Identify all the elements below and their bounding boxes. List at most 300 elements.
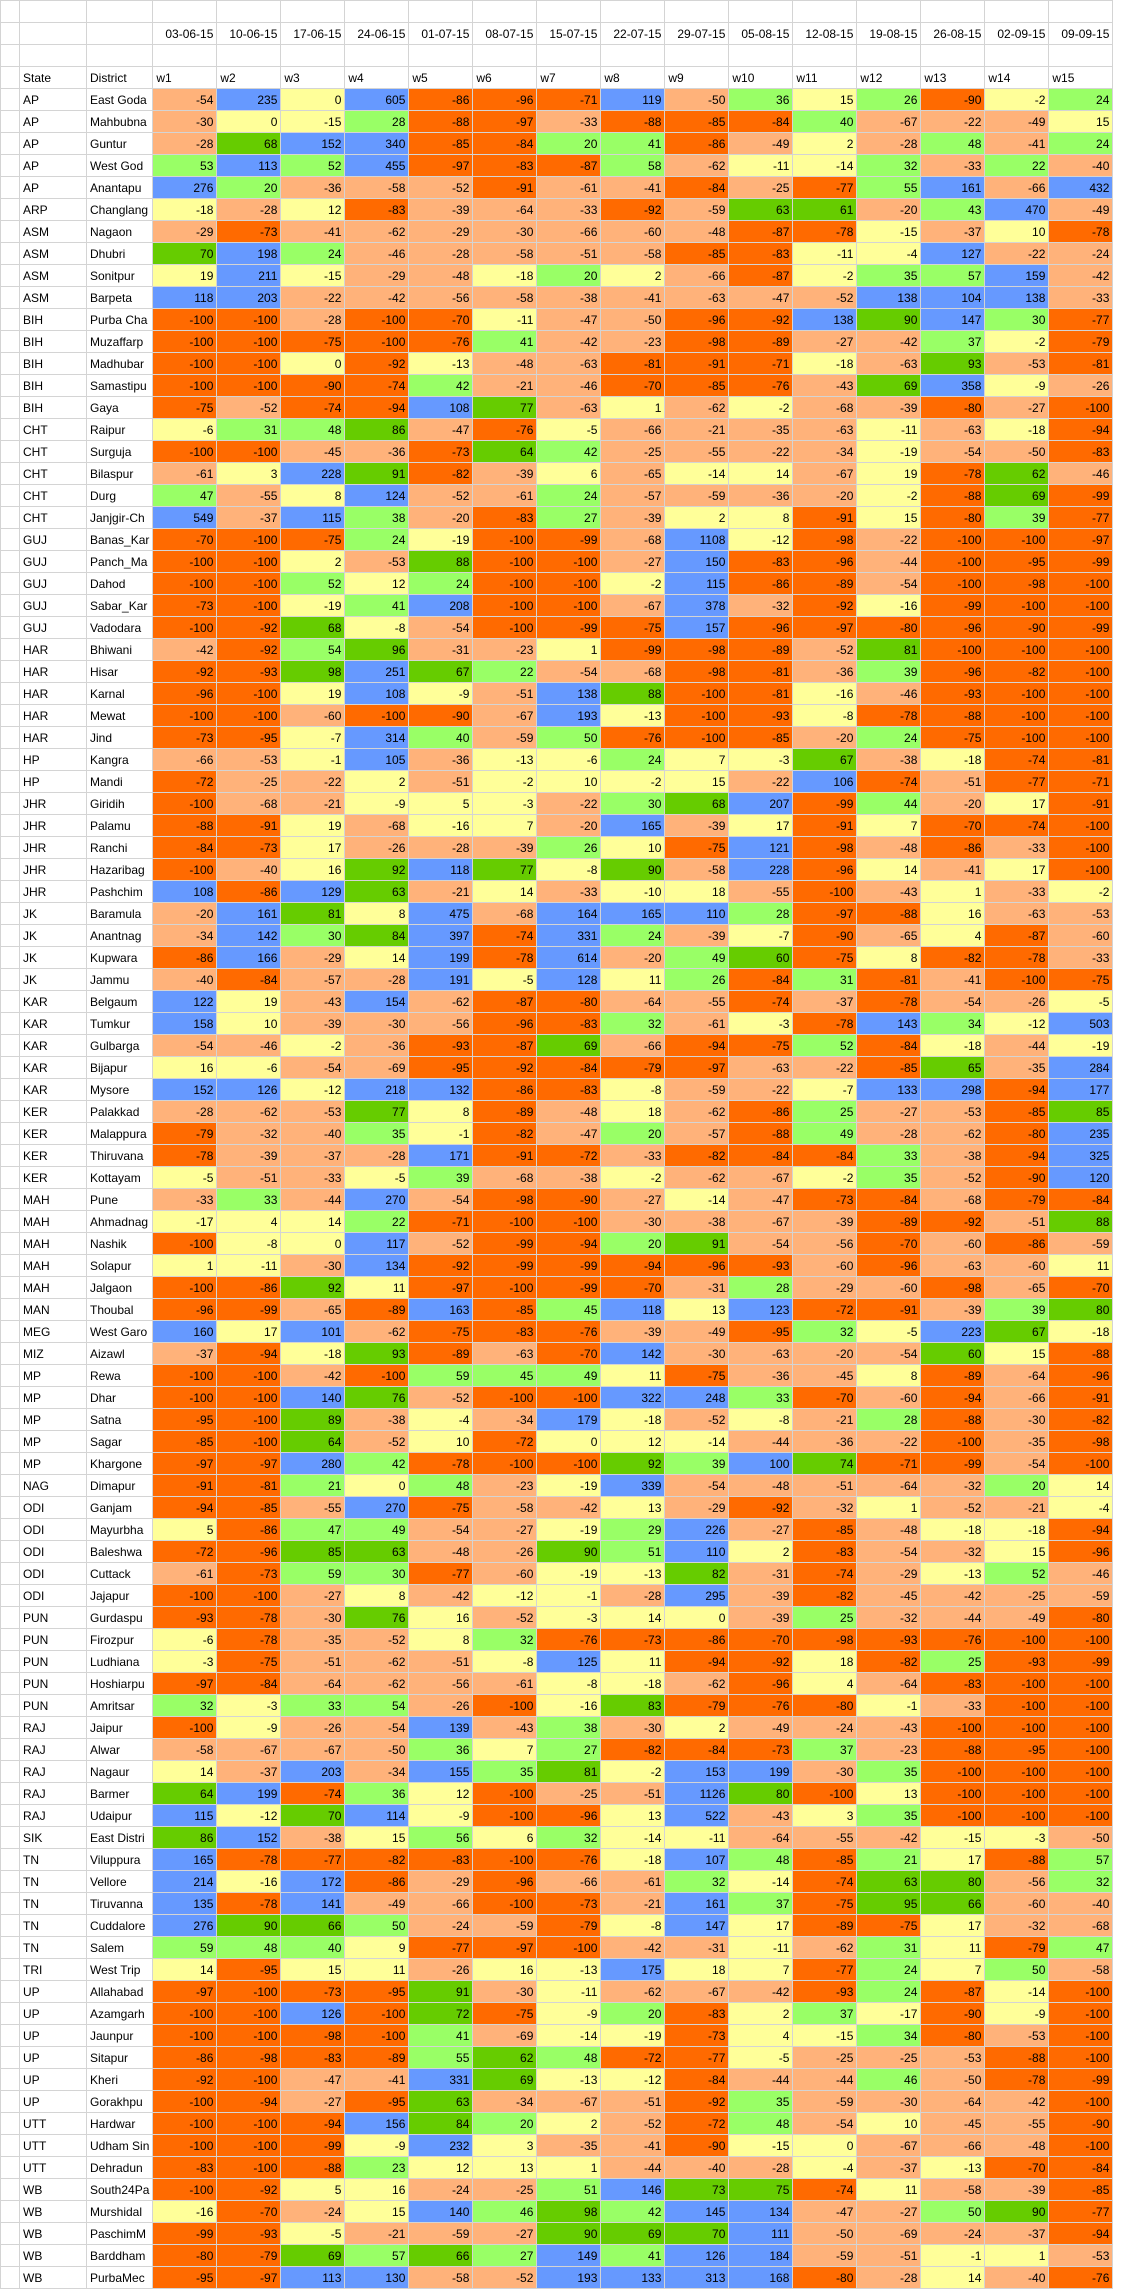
- value-cell[interactable]: -100: [921, 551, 985, 573]
- value-cell[interactable]: -94: [281, 2113, 345, 2135]
- week-header-cell[interactable]: w1: [153, 67, 217, 89]
- value-cell[interactable]: 77: [473, 859, 537, 881]
- value-cell[interactable]: -92: [409, 1255, 473, 1277]
- value-cell[interactable]: -99: [793, 793, 857, 815]
- value-cell[interactable]: -92: [729, 309, 793, 331]
- value-cell[interactable]: -39: [921, 1299, 985, 1321]
- empty-cell[interactable]: [1, 507, 20, 529]
- value-cell[interactable]: -58: [921, 2179, 985, 2201]
- empty-cell[interactable]: [1049, 45, 1113, 67]
- value-cell[interactable]: -52: [473, 2267, 537, 2289]
- value-cell[interactable]: -82: [473, 1123, 537, 1145]
- value-cell[interactable]: -63: [473, 1343, 537, 1365]
- value-cell[interactable]: 69: [281, 2245, 345, 2267]
- value-cell[interactable]: -100: [1049, 2003, 1113, 2025]
- state-cell[interactable]: MP: [20, 1387, 87, 1409]
- state-cell[interactable]: AP: [20, 89, 87, 111]
- empty-cell[interactable]: [1, 661, 20, 683]
- value-cell[interactable]: 83: [601, 1695, 665, 1717]
- value-cell[interactable]: -96: [153, 683, 217, 705]
- value-cell[interactable]: -34: [345, 1761, 409, 1783]
- value-cell[interactable]: -33: [1049, 287, 1113, 309]
- district-cell[interactable]: Pashchim: [87, 881, 153, 903]
- value-cell[interactable]: -58: [473, 1497, 537, 1519]
- value-cell[interactable]: -44: [985, 1035, 1049, 1057]
- value-cell[interactable]: -88: [921, 1739, 985, 1761]
- empty-cell[interactable]: [153, 1, 217, 23]
- value-cell[interactable]: 8: [857, 1365, 921, 1387]
- value-cell[interactable]: 88: [1049, 1211, 1113, 1233]
- value-cell[interactable]: -68: [601, 661, 665, 683]
- value-cell[interactable]: -14: [601, 1827, 665, 1849]
- value-cell[interactable]: 75: [729, 2179, 793, 2201]
- date-header-cell[interactable]: 17-06-15: [281, 23, 345, 45]
- value-cell[interactable]: 77: [345, 1101, 409, 1123]
- state-cell[interactable]: CHT: [20, 419, 87, 441]
- value-cell[interactable]: -41: [921, 969, 985, 991]
- value-cell[interactable]: -89: [729, 639, 793, 661]
- value-cell[interactable]: -67: [537, 2091, 601, 2113]
- value-cell[interactable]: -29: [793, 1277, 857, 1299]
- value-cell[interactable]: -100: [217, 551, 281, 573]
- value-cell[interactable]: 51: [601, 1541, 665, 1563]
- value-cell[interactable]: -54: [921, 991, 985, 1013]
- value-cell[interactable]: 322: [601, 1387, 665, 1409]
- value-cell[interactable]: 56: [409, 1827, 473, 1849]
- value-cell[interactable]: -87: [729, 221, 793, 243]
- value-cell[interactable]: 67: [409, 661, 473, 683]
- district-cell[interactable]: Belgaum: [87, 991, 153, 1013]
- empty-cell[interactable]: [409, 1, 473, 23]
- value-cell[interactable]: -33: [985, 837, 1049, 859]
- value-cell[interactable]: -85: [217, 1497, 281, 1519]
- value-cell[interactable]: 88: [601, 683, 665, 705]
- value-cell[interactable]: -76: [537, 1629, 601, 1651]
- value-cell[interactable]: -69: [345, 1057, 409, 1079]
- value-cell[interactable]: -70: [857, 1233, 921, 1255]
- value-cell[interactable]: -100: [345, 1365, 409, 1387]
- value-cell[interactable]: -39: [665, 925, 729, 947]
- value-cell[interactable]: -13: [473, 749, 537, 771]
- value-cell[interactable]: -2: [857, 485, 921, 507]
- value-cell[interactable]: -83: [793, 1541, 857, 1563]
- value-cell[interactable]: 12: [409, 2157, 473, 2179]
- district-cell[interactable]: Aizawl: [87, 1343, 153, 1365]
- value-cell[interactable]: 95: [857, 1893, 921, 1915]
- value-cell[interactable]: 62: [985, 463, 1049, 485]
- value-cell[interactable]: 38: [345, 507, 409, 529]
- value-cell[interactable]: -100: [473, 573, 537, 595]
- value-cell[interactable]: -15: [281, 111, 345, 133]
- value-cell[interactable]: 90: [537, 1541, 601, 1563]
- value-cell[interactable]: -80: [537, 991, 601, 1013]
- value-cell[interactable]: -96: [857, 1255, 921, 1277]
- value-cell[interactable]: 2: [665, 507, 729, 529]
- state-cell[interactable]: TN: [20, 1937, 87, 1959]
- value-cell[interactable]: -48: [665, 221, 729, 243]
- value-cell[interactable]: -13: [601, 1563, 665, 1585]
- value-cell[interactable]: -6: [537, 749, 601, 771]
- district-cell[interactable]: Changlang: [87, 199, 153, 221]
- value-cell[interactable]: 111: [729, 2223, 793, 2245]
- value-cell[interactable]: -100: [537, 1211, 601, 1233]
- state-cell[interactable]: HAR: [20, 683, 87, 705]
- value-cell[interactable]: 72: [409, 2003, 473, 2025]
- value-cell[interactable]: -99: [281, 2135, 345, 2157]
- value-cell[interactable]: -53: [921, 2047, 985, 2069]
- empty-cell[interactable]: [1, 1057, 20, 1079]
- value-cell[interactable]: -84: [1049, 2157, 1113, 2179]
- value-cell[interactable]: 52: [985, 1563, 1049, 1585]
- state-cell[interactable]: TN: [20, 1893, 87, 1915]
- value-cell[interactable]: -100: [985, 705, 1049, 727]
- value-cell[interactable]: 1: [921, 881, 985, 903]
- value-cell[interactable]: 90: [857, 309, 921, 331]
- value-cell[interactable]: -30: [281, 1255, 345, 1277]
- value-cell[interactable]: -88: [409, 111, 473, 133]
- value-cell[interactable]: 106: [793, 771, 857, 793]
- value-cell[interactable]: -84: [729, 111, 793, 133]
- value-cell[interactable]: 69: [857, 375, 921, 397]
- value-cell[interactable]: 14: [601, 1607, 665, 1629]
- value-cell[interactable]: -32: [921, 1475, 985, 1497]
- value-cell[interactable]: -53: [1049, 903, 1113, 925]
- value-cell[interactable]: 30: [281, 925, 345, 947]
- value-cell[interactable]: -53: [921, 1101, 985, 1123]
- value-cell[interactable]: 40: [793, 111, 857, 133]
- value-cell[interactable]: -85: [665, 111, 729, 133]
- value-cell[interactable]: 80: [921, 1871, 985, 1893]
- value-cell[interactable]: 27: [473, 2245, 537, 2267]
- value-cell[interactable]: 133: [601, 2267, 665, 2289]
- district-cell[interactable]: Palakkad: [87, 1101, 153, 1123]
- district-cell[interactable]: Thiruvana: [87, 1145, 153, 1167]
- value-cell[interactable]: -83: [473, 1321, 537, 1343]
- value-cell[interactable]: -63: [537, 353, 601, 375]
- empty-cell[interactable]: [1, 1365, 20, 1387]
- value-cell[interactable]: -100: [153, 1365, 217, 1387]
- value-cell[interactable]: -27: [857, 2201, 921, 2223]
- empty-cell[interactable]: [1, 353, 20, 375]
- value-cell[interactable]: -47: [409, 419, 473, 441]
- state-cell[interactable]: RAJ: [20, 1717, 87, 1739]
- value-cell[interactable]: -24: [409, 1915, 473, 1937]
- value-cell[interactable]: -98: [793, 837, 857, 859]
- value-cell[interactable]: -80: [153, 2245, 217, 2267]
- value-cell[interactable]: -62: [665, 397, 729, 419]
- value-cell[interactable]: -100: [217, 441, 281, 463]
- value-cell[interactable]: -100: [217, 529, 281, 551]
- value-cell[interactable]: 13: [665, 1299, 729, 1321]
- district-cell[interactable]: Gorakhpu: [87, 2091, 153, 2113]
- value-cell[interactable]: -35: [729, 419, 793, 441]
- value-cell[interactable]: -100: [985, 1673, 1049, 1695]
- value-cell[interactable]: -86: [217, 1277, 281, 1299]
- value-cell[interactable]: 14: [345, 947, 409, 969]
- value-cell[interactable]: -35: [281, 1629, 345, 1651]
- value-cell[interactable]: 50: [345, 1915, 409, 1937]
- value-cell[interactable]: -100: [153, 1585, 217, 1607]
- value-cell[interactable]: 223: [921, 1321, 985, 1343]
- value-cell[interactable]: 113: [281, 2267, 345, 2289]
- value-cell[interactable]: 140: [281, 1387, 345, 1409]
- state-cell[interactable]: CHT: [20, 485, 87, 507]
- state-cell[interactable]: JHR: [20, 881, 87, 903]
- state-cell[interactable]: UP: [20, 2047, 87, 2069]
- value-cell[interactable]: -39: [473, 463, 537, 485]
- value-cell[interactable]: -13: [921, 2157, 985, 2179]
- value-cell[interactable]: -85: [793, 1849, 857, 1871]
- district-cell[interactable]: Viluppura: [87, 1849, 153, 1871]
- value-cell[interactable]: 54: [281, 639, 345, 661]
- state-cell[interactable]: ODI: [20, 1563, 87, 1585]
- value-cell[interactable]: -76: [729, 1695, 793, 1717]
- value-cell[interactable]: -14: [665, 1431, 729, 1453]
- value-cell[interactable]: -24: [921, 2223, 985, 2245]
- district-cell[interactable]: Dahod: [87, 573, 153, 595]
- value-cell[interactable]: -73: [409, 441, 473, 463]
- value-cell[interactable]: -65: [857, 925, 921, 947]
- value-cell[interactable]: -51: [921, 771, 985, 793]
- value-cell[interactable]: -49: [1049, 199, 1113, 221]
- value-cell[interactable]: -5: [153, 1167, 217, 1189]
- value-cell[interactable]: -9: [345, 2135, 409, 2157]
- district-cell[interactable]: Surguja: [87, 441, 153, 463]
- value-cell[interactable]: -25: [217, 771, 281, 793]
- value-cell[interactable]: -52: [345, 1629, 409, 1651]
- value-cell[interactable]: 35: [857, 1167, 921, 1189]
- value-cell[interactable]: -75: [153, 397, 217, 419]
- value-cell[interactable]: -24: [281, 2201, 345, 2223]
- district-cell[interactable]: Jalgaon: [87, 1277, 153, 1299]
- empty-cell[interactable]: [1, 1651, 20, 1673]
- value-cell[interactable]: -82: [857, 1651, 921, 1673]
- value-cell[interactable]: -54: [857, 1541, 921, 1563]
- value-cell[interactable]: -62: [921, 1123, 985, 1145]
- value-cell[interactable]: 22: [985, 155, 1049, 177]
- value-cell[interactable]: -100: [473, 1695, 537, 1717]
- value-cell[interactable]: -72: [601, 2047, 665, 2069]
- value-cell[interactable]: 118: [153, 287, 217, 309]
- value-cell[interactable]: 11: [921, 1937, 985, 1959]
- district-cell[interactable]: Rewa: [87, 1365, 153, 1387]
- value-cell[interactable]: -27: [601, 551, 665, 573]
- value-cell[interactable]: -42: [1049, 265, 1113, 287]
- value-cell[interactable]: -24: [409, 2179, 473, 2201]
- value-cell[interactable]: 35: [857, 265, 921, 287]
- empty-cell[interactable]: [1, 815, 20, 837]
- value-cell[interactable]: 2: [729, 1541, 793, 1563]
- value-cell[interactable]: 28: [729, 903, 793, 925]
- district-cell[interactable]: Palamu: [87, 815, 153, 837]
- value-cell[interactable]: -88: [281, 2157, 345, 2179]
- value-cell[interactable]: 3: [217, 463, 281, 485]
- value-cell[interactable]: -19: [1049, 1035, 1113, 1057]
- value-cell[interactable]: 13: [601, 1497, 665, 1519]
- state-cell[interactable]: RAJ: [20, 1739, 87, 1761]
- value-cell[interactable]: -70: [537, 1343, 601, 1365]
- value-cell[interactable]: -100: [1049, 1981, 1113, 2003]
- value-cell[interactable]: -86: [921, 837, 985, 859]
- value-cell[interactable]: -86: [153, 947, 217, 969]
- value-cell[interactable]: 270: [345, 1497, 409, 1519]
- value-cell[interactable]: -46: [537, 375, 601, 397]
- value-cell[interactable]: -100: [217, 331, 281, 353]
- week-header-cell[interactable]: w2: [217, 67, 281, 89]
- date-header-cell[interactable]: 01-07-15: [409, 23, 473, 45]
- value-cell[interactable]: -97: [409, 1277, 473, 1299]
- value-cell[interactable]: 69: [537, 1035, 601, 1057]
- value-cell[interactable]: -44: [601, 2157, 665, 2179]
- empty-cell[interactable]: [537, 1, 601, 23]
- value-cell[interactable]: -70: [985, 2157, 1049, 2179]
- value-cell[interactable]: -21: [601, 1893, 665, 1915]
- value-cell[interactable]: -91: [1049, 793, 1113, 815]
- value-cell[interactable]: -100: [665, 727, 729, 749]
- value-cell[interactable]: 39: [665, 1453, 729, 1475]
- value-cell[interactable]: -92: [153, 2069, 217, 2091]
- value-cell[interactable]: -100: [1049, 573, 1113, 595]
- district-cell[interactable]: Sonitpur: [87, 265, 153, 287]
- value-cell[interactable]: 314: [345, 727, 409, 749]
- value-cell[interactable]: -99: [473, 1233, 537, 1255]
- value-cell[interactable]: -100: [217, 1409, 281, 1431]
- value-cell[interactable]: 34: [857, 2025, 921, 2047]
- district-cell[interactable]: Firozpur: [87, 1629, 153, 1651]
- value-cell[interactable]: -100: [537, 573, 601, 595]
- value-cell[interactable]: -2: [729, 397, 793, 419]
- value-cell[interactable]: -22: [729, 441, 793, 463]
- value-cell[interactable]: -76: [729, 375, 793, 397]
- value-cell[interactable]: -38: [281, 1827, 345, 1849]
- value-cell[interactable]: -100: [217, 1365, 281, 1387]
- value-cell[interactable]: 107: [665, 1849, 729, 1871]
- value-cell[interactable]: -41: [281, 221, 345, 243]
- value-cell[interactable]: -100: [473, 617, 537, 639]
- value-cell[interactable]: -78: [217, 1893, 281, 1915]
- value-cell[interactable]: -99: [921, 595, 985, 617]
- value-cell[interactable]: -84: [729, 1145, 793, 1167]
- value-cell[interactable]: 24: [409, 573, 473, 595]
- district-cell[interactable]: Bhiwani: [87, 639, 153, 661]
- empty-cell[interactable]: [1, 705, 20, 727]
- district-cell[interactable]: Ahmadnag: [87, 1211, 153, 1233]
- value-cell[interactable]: 20: [473, 2113, 537, 2135]
- value-cell[interactable]: -15: [793, 2025, 857, 2047]
- district-cell[interactable]: Vellore: [87, 1871, 153, 1893]
- value-cell[interactable]: -41: [921, 859, 985, 881]
- value-cell[interactable]: 184: [729, 2245, 793, 2267]
- value-cell[interactable]: 49: [537, 1365, 601, 1387]
- state-cell[interactable]: UP: [20, 2069, 87, 2091]
- value-cell[interactable]: -96: [793, 859, 857, 881]
- value-cell[interactable]: -97: [217, 2267, 281, 2289]
- value-cell[interactable]: -22: [857, 529, 921, 551]
- value-cell[interactable]: -100: [217, 375, 281, 397]
- value-cell[interactable]: 47: [281, 1519, 345, 1541]
- value-cell[interactable]: -62: [217, 1101, 281, 1123]
- value-cell[interactable]: -75: [601, 617, 665, 639]
- value-cell[interactable]: -100: [1049, 1739, 1113, 1761]
- value-cell[interactable]: -30: [281, 1607, 345, 1629]
- value-cell[interactable]: -22: [281, 771, 345, 793]
- value-cell[interactable]: -99: [1049, 485, 1113, 507]
- empty-cell[interactable]: [345, 45, 409, 67]
- value-cell[interactable]: -100: [1049, 1673, 1113, 1695]
- value-cell[interactable]: -43: [857, 1717, 921, 1739]
- value-cell[interactable]: -66: [153, 749, 217, 771]
- state-cell[interactable]: UP: [20, 1981, 87, 2003]
- state-cell[interactable]: HAR: [20, 705, 87, 727]
- value-cell[interactable]: -33: [601, 1145, 665, 1167]
- value-cell[interactable]: -48: [729, 1475, 793, 1497]
- value-cell[interactable]: 19: [281, 683, 345, 705]
- value-cell[interactable]: -59: [665, 199, 729, 221]
- value-cell[interactable]: -21: [665, 419, 729, 441]
- value-cell[interactable]: 17: [921, 1915, 985, 1937]
- value-cell[interactable]: -77: [665, 2047, 729, 2069]
- value-cell[interactable]: -61: [473, 1673, 537, 1695]
- value-cell[interactable]: -62: [665, 1673, 729, 1695]
- value-cell[interactable]: -95: [729, 1321, 793, 1343]
- value-cell[interactable]: -88: [601, 111, 665, 133]
- value-cell[interactable]: 35: [473, 1761, 537, 1783]
- value-cell[interactable]: -8: [473, 1651, 537, 1673]
- value-cell[interactable]: 46: [473, 2201, 537, 2223]
- empty-cell[interactable]: [1, 2201, 20, 2223]
- value-cell[interactable]: 30: [601, 793, 665, 815]
- week-header-cell[interactable]: w15: [1049, 67, 1113, 89]
- district-cell[interactable]: Jammu: [87, 969, 153, 991]
- value-cell[interactable]: 313: [665, 2267, 729, 2289]
- value-cell[interactable]: 0: [281, 89, 345, 111]
- value-cell[interactable]: -36: [793, 661, 857, 683]
- value-cell[interactable]: -88: [921, 485, 985, 507]
- value-cell[interactable]: -92: [921, 1211, 985, 1233]
- value-cell[interactable]: -37: [217, 1761, 281, 1783]
- value-cell[interactable]: -81: [217, 1475, 281, 1497]
- state-cell[interactable]: UTT: [20, 2113, 87, 2135]
- value-cell[interactable]: -60: [793, 1255, 857, 1277]
- value-cell[interactable]: -27: [601, 1189, 665, 1211]
- value-cell[interactable]: 166: [217, 947, 281, 969]
- value-cell[interactable]: -73: [537, 1893, 601, 1915]
- value-cell[interactable]: 42: [601, 2201, 665, 2223]
- value-cell[interactable]: -100: [217, 2157, 281, 2179]
- value-cell[interactable]: 4: [729, 2025, 793, 2047]
- value-cell[interactable]: -87: [985, 925, 1049, 947]
- value-cell[interactable]: -97: [153, 1453, 217, 1475]
- value-cell[interactable]: 32: [793, 1321, 857, 1343]
- value-cell[interactable]: -53: [345, 551, 409, 573]
- empty-cell[interactable]: [1, 1761, 20, 1783]
- value-cell[interactable]: -78: [793, 221, 857, 243]
- value-cell[interactable]: -48: [857, 837, 921, 859]
- empty-cell[interactable]: [1, 2157, 20, 2179]
- empty-cell[interactable]: [281, 1, 345, 23]
- value-cell[interactable]: -70: [409, 309, 473, 331]
- value-cell[interactable]: -100: [345, 309, 409, 331]
- value-cell[interactable]: -73: [217, 221, 281, 243]
- value-cell[interactable]: -31: [409, 639, 473, 661]
- value-cell[interactable]: -50: [985, 441, 1049, 463]
- value-cell[interactable]: -51: [857, 2245, 921, 2267]
- empty-cell[interactable]: [1, 1541, 20, 1563]
- value-cell[interactable]: -67: [601, 595, 665, 617]
- value-cell[interactable]: -64: [473, 199, 537, 221]
- value-cell[interactable]: 11: [1049, 1255, 1113, 1277]
- value-cell[interactable]: -18: [153, 199, 217, 221]
